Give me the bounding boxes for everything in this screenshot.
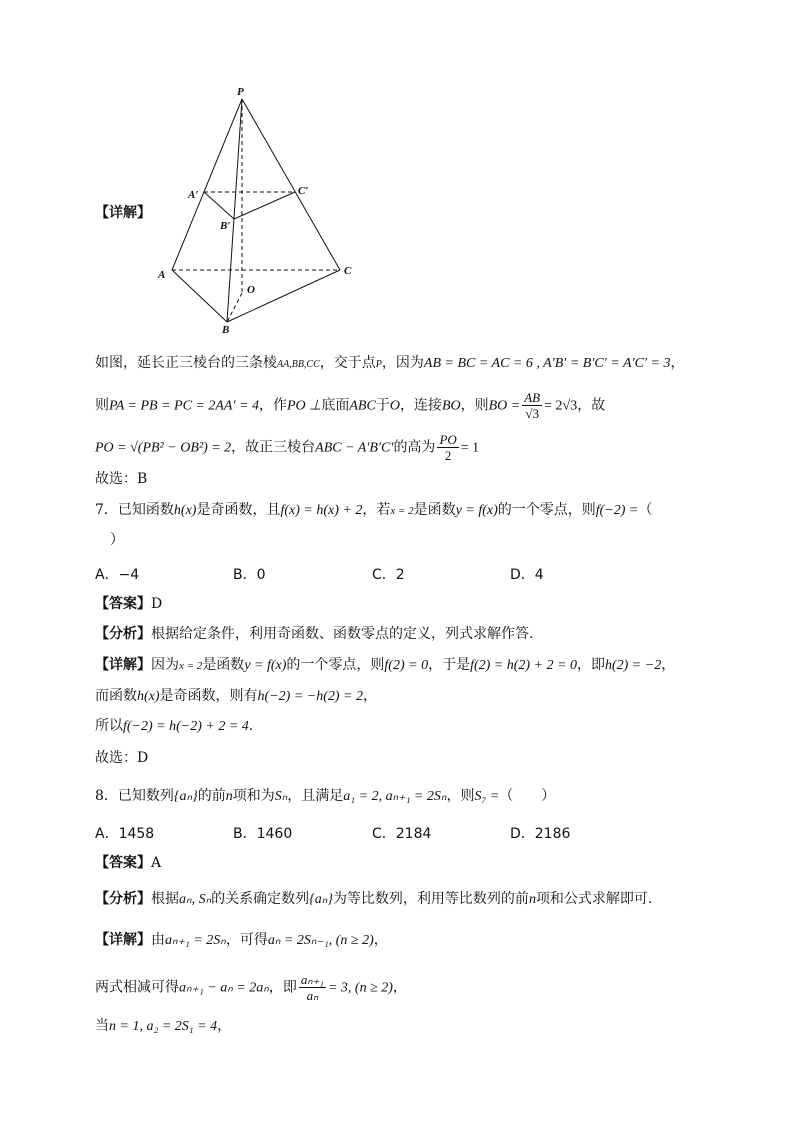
edge-AB <box>172 270 227 322</box>
fraction-AB-sqrt3: $\frac{AB}{√3}$ <box>524 390 541 421</box>
q6-line-2: 则PA = PB = PC = 2AA′ = 4，作PO ⊥底面ABC于O，连接BO，则BO = $\frac{AB}{√3}$ = 2√3，故 <box>95 390 606 421</box>
q7-option-d: D．4 <box>510 567 544 583</box>
label-B: B <box>222 324 230 335</box>
fraction-ratio: $\frac{\text{aₙ₊₁}}{\text{aₙ}}$ <box>300 972 324 1003</box>
edge-BC <box>227 270 340 322</box>
edge-PB <box>227 99 242 322</box>
q8-option-a: A．1458 <box>95 826 155 842</box>
edge-PA <box>172 99 242 270</box>
label-P: P <box>237 86 244 98</box>
label-A1: A′ <box>188 189 199 201</box>
q7-choose: 故选：D <box>95 750 149 766</box>
label-B1: B′ <box>220 220 231 232</box>
q6-line-3: PO = √(PB² − OB²) = 2，故正三棱台ABC − A′B′C′的高为 $\frac{PO}{2}$ = 1 <box>95 432 480 463</box>
q8-analysis: 【分析】根据aₙ, Sₙ的关系确定数列{aₙ}为等比数列，利用等比数列的前n项和公式求解即可. <box>95 891 653 907</box>
q8-option-b: B．1460 <box>233 826 293 842</box>
q7-stem-close: ） <box>110 532 124 548</box>
label-C1: C′ <box>298 185 309 197</box>
segment-BO <box>227 293 242 322</box>
q6-choose: 故选：B <box>95 471 148 487</box>
q7-detail-line-1: 【详解】因为x = 2是函数y = f(x)的一个零点，则f(2) = 0，于是f(2) = h(2) + 2 = 0，即h(2) = −2， <box>95 657 676 673</box>
q8-detail-line-2: 两式相减可得aₙ₊₁ − aₙ = 2aₙ，即 $\frac{\text{aₙ₊₁}}{\text{aₙ}}$ = 3, (n ≥ 2)， <box>95 972 407 1003</box>
edge-B1C1 <box>234 192 295 219</box>
q7-detail-line-3: 所以f(−2) = h(−2) + 2 = 4. <box>95 718 254 734</box>
edge-PC <box>242 99 340 270</box>
label-O: O <box>247 284 255 296</box>
edge-A1B1 <box>204 192 234 219</box>
triangular-frustum-figure <box>150 85 365 335</box>
q7-stem: 7．已知函数h(x)是奇函数，且f(x) = h(x) + 2，若x = 2是函数y = f(x)的一个零点，则f(−2) =（ <box>95 502 653 518</box>
q8-answer: 【答案】A <box>95 855 162 871</box>
q7-analysis: 【分析】根据给定条件，利用奇函数、函数零点的定义，列式求解作答. <box>95 626 534 642</box>
label-A: A <box>158 269 166 281</box>
q7-option-b: B．0 <box>233 567 266 583</box>
q8-detail-line-3: 当n = 1, a₂ = 2S₁ = 4， <box>95 1018 232 1034</box>
q7-option-c: C．2 <box>372 567 405 583</box>
fraction-PO-2: $\frac{PO}{2}$ <box>439 432 457 463</box>
q7-option-a: A．−4 <box>95 567 140 583</box>
q7-detail-line-2: 而函数h(x)是奇函数，则有h(−2) = −h(2) = 2， <box>95 688 377 704</box>
detail-tag-q6: 【详解】 <box>95 205 151 221</box>
label-C: C <box>344 265 352 277</box>
q8-option-d: D．2186 <box>510 826 571 842</box>
q6-line-1: 如图，延长正三棱台的三条棱AA,BB,CC，交于点P，因为AB = BC = AC = 6 , A′B′ = B′C′ = A′C′ = 3， <box>95 355 685 371</box>
q7-answer: 【答案】D <box>95 596 163 612</box>
q8-detail-line-1: 【详解】由aₙ₊₁ = 2Sₙ，可得aₙ = 2Sₙ₋₁, (n ≥ 2)， <box>95 932 388 948</box>
q8-option-c: C．2184 <box>372 826 432 842</box>
q8-stem: 8．已知数列{aₙ}的前n项和为Sₙ，且满足a₁ = 2, aₙ₊₁ = 2Sₙ，则S₇ =（ ） <box>95 788 556 804</box>
